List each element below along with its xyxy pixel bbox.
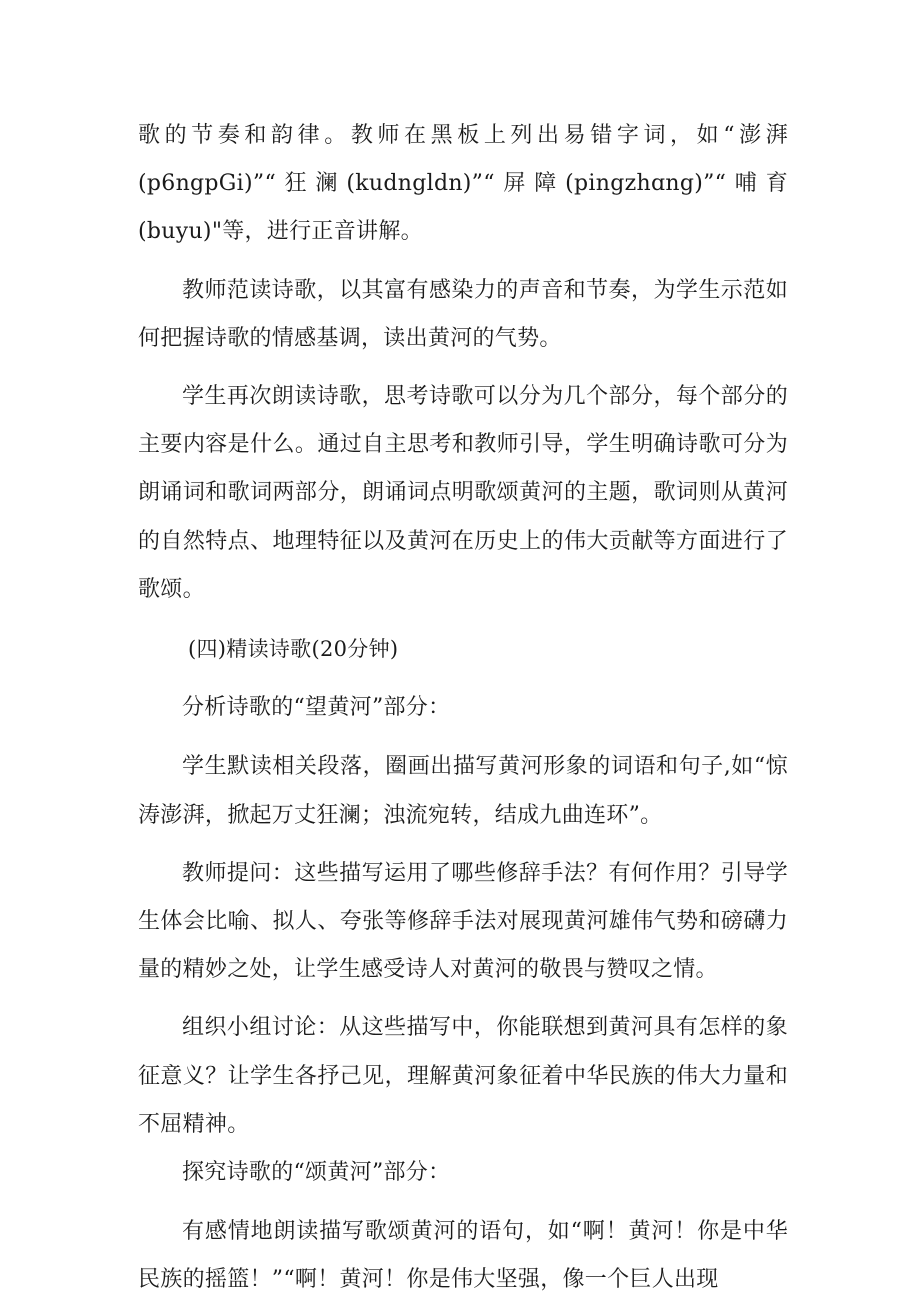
paragraph-student-rereading: 学生再次朗读诗歌，思考诗歌可以分为几个部分，每个部分的主要内容是什么。通过自主思考和教师引导，学生明确诗歌可分为朗诵词和歌词两部分，朗诵词点明歌颂黄河的主题，歌词则从黄河的自然特点、地理特征以及黄河在历史上的伟大贡献等方面进行了歌颂。 — [138, 384, 788, 602]
document-body — [138, 112, 788, 1305]
paragraph-explore-part-two: 探究诗歌的“颂黄河”部分： — [182, 1160, 451, 1186]
paragraph-emotional-reading: 有感情地朗读描写歌颂黄河的语句，如“啊！黄河！你是中华民族的摇篮！”“啊！黄河！你是伟大坚强，像一个巨人出现 — [138, 1219, 788, 1293]
paragraph-continuation: 歌的节奏和韵律。教师在黑板上列出易错字词，如“澎湃(p6ngpGi)”“狂澜(kudngldn)”“屏障(pingzhɑng)”“哺育(buyu)"等，进行正音讲解。 — [138, 123, 788, 245]
paragraph-silent-reading: 学生默读相关段落，圈画出描写黄河形象的词语和句子,如“惊涛澎湃，掀起万丈狂澜；浊流宛转，结成九曲连环”。 — [138, 754, 788, 828]
paragraph-teacher-reading: 教师范读诗歌，以其富有感染力的声音和节奏，为学生示范如何把握诗歌的情感基调，读出黄河的气势。 — [138, 277, 788, 351]
section-heading-close-reading: (四)精读诗歌(20分钟) — [188, 637, 399, 662]
paragraph-teacher-question: 教师提问：这些描写运用了哪些修辞手法？有何作用？引导学生体会比喻、拟人、夸张等修辞手法对展现黄河雄伟气势和磅礴力量的精妙之处，让学生感受诗人对黄河的敬畏与赞叹之情。 — [138, 860, 788, 983]
paragraph-group-discussion: 组织小组讨论：从这些描写中，你能联想到黄河具有怎样的象征意义？让学生各抒己见，理解黄河象征着中华民族的伟大力量和不屈精神。 — [138, 1015, 788, 1137]
paragraph-analyze-part-one: 分析诗歌的“望黄河”部分： — [182, 695, 451, 721]
